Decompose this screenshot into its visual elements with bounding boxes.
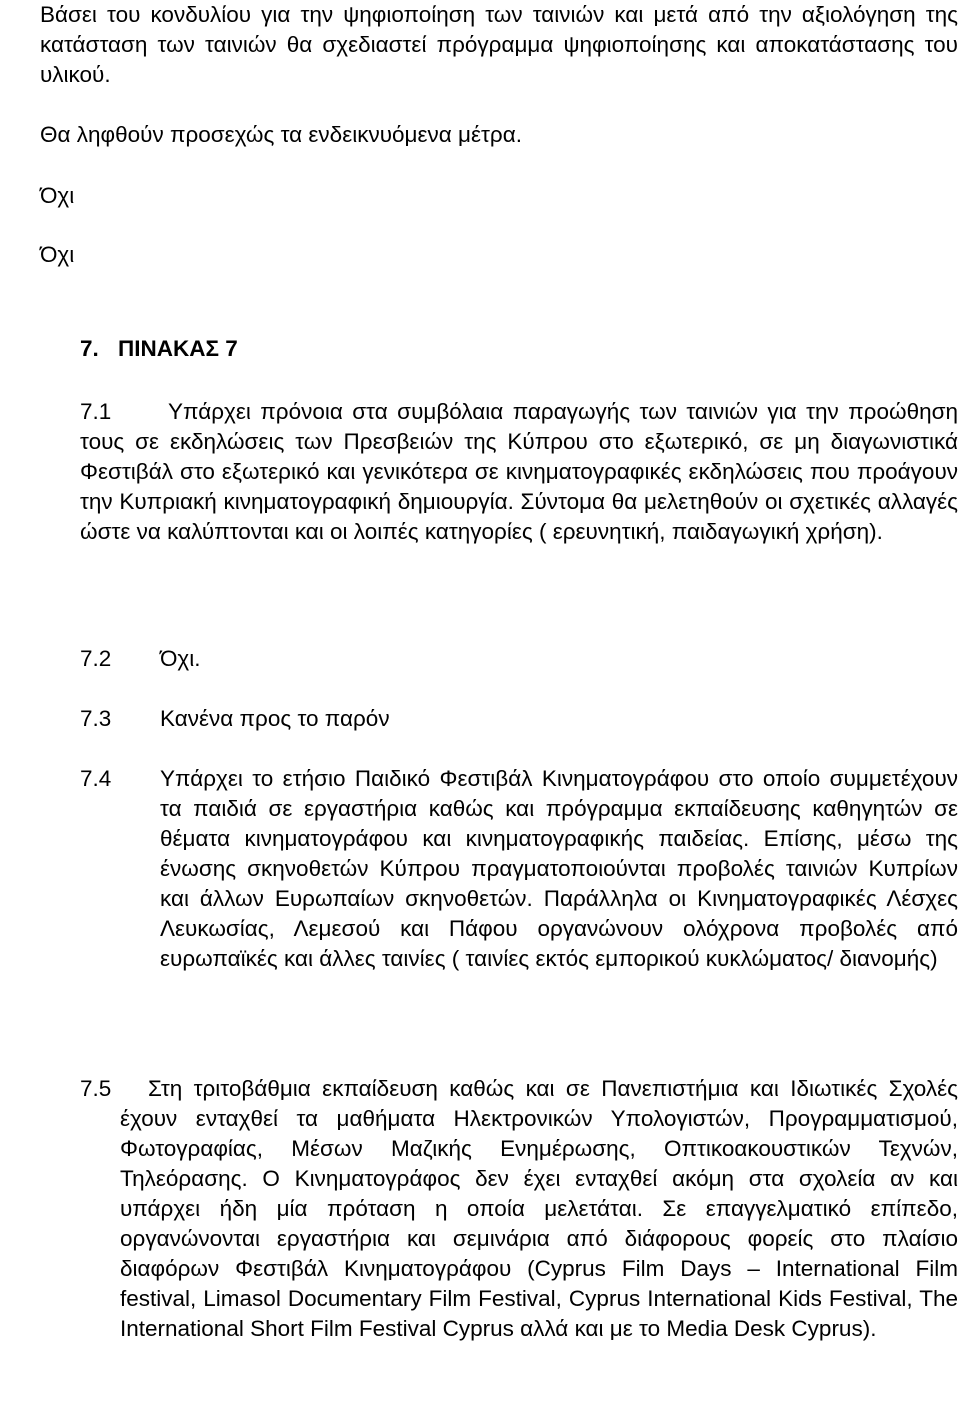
item-text: Υπάρχει το ετήσιο Παιδικό Φεστιβάλ Κινηματογράφου στο οποίο συμμετέχουν τα παιδιά σε εργαστήρια καθώς και πρόγραμμα εκπαίδευσης καθηγητών σε θέματα κινηματογράφου και κινηματογραφικής παιδείας. Επίσης, μέσω της ένωσης σκηνοθετών Κύπρου πραγματοποιούνται προβολές ταινιών Κυπρίων και άλλων Ευρωπαίων σκηνοθετών. Παράλληλα οι Κινηματογραφικές Λέσχες Λευκωσίας, Λεμεσού και Πάφου οργανώνουν ολόχρονα προβολές από ευρωπαϊκές και άλλες ταινίες ( ταινίες εκτός εμπορικού κυκλώματος/ διανομής) xyxy=(160,766,958,971)
item-text: Υπάρχει πρόνοια στα συμβόλαια παραγωγής των ταινιών για την προώθηση τους σε εκδηλώσεις των Πρεσβειών της Κύπρου στο εξωτερικό, σε μη διαγωνιστικά Φεστιβάλ στο εξωτερικό και γενικότερα σε κινηματογραφικές εκδηλώσεις που προάγουν την Κυπριακή κινηματογραφική δημιουργία. Σύντομα θα μελετηθούν οι σχετικές αλλαγές ώστε να καλύπτονται και οι λοιπές κατηγορίες ( ερευνητική, παιδαγωγική χρήση). xyxy=(80,399,958,544)
item-text: Στη τριτοβάθμια εκπαίδευση καθώς και σε Πανεπιστήμια και Ιδιωτικές Σχολές έχουν ενταχθεί τα μαθήματα Ηλεκτρονικών Υπολογιστών, Προγραμματισμού, Φωτογραφίας, Μέσων Μαζικής Ενημέρωσης, Οπτικοακουστικών Τεχνών, Τηλεόρασης. Ο Κινηματογράφος δεν έχει ενταχθεί ακόμη στα σχολεία αν και υπάρχει ήδη μία πρόταση η οποία μελετάται. Σε επαγγελματικό επίπεδο, οργανώνονται εργαστήρια και σεμινάρια από διάφορους φορείς στο πλαίσιο διαφόρων Φεστιβάλ Κινηματογράφου (Cyprus Film Days – International Film festival, Limasol Documentary Film Festival, Cyprus International Kids Festival, The International Short Film Festival Cyprus αλλά και με το Media Desk Cyprus). xyxy=(120,1076,958,1341)
item-number: 7.4 xyxy=(80,766,112,791)
measures-line: Θα ληφθούν προσεχώς τα ενδεικνυόμενα μέτρα. xyxy=(40,122,522,147)
item-number: 7.2 xyxy=(80,646,112,671)
item-number: 7.1 xyxy=(80,399,112,424)
item-text: Κανένα προς το παρόν xyxy=(160,706,390,731)
no-line-2: Όχι xyxy=(40,242,75,267)
item-number: 7.5 xyxy=(80,1076,112,1101)
section-title: ΠΙΝΑΚΑΣ 7 xyxy=(118,336,238,361)
item-text: Όχι. xyxy=(160,646,201,671)
item-number: 7.3 xyxy=(80,706,112,731)
intro-paragraph: Βάσει του κονδυλίου για την ψηφιοποίηση των ταινιών και μετά από την αξιολόγηση της κατάσταση των ταινιών θα σχεδιαστεί πρόγραμμα ψηφιοποίησης και αποκατάστασης του υλικού. xyxy=(40,2,958,87)
no-line-1: Όχι xyxy=(40,183,75,208)
section-number: 7. xyxy=(80,336,99,361)
